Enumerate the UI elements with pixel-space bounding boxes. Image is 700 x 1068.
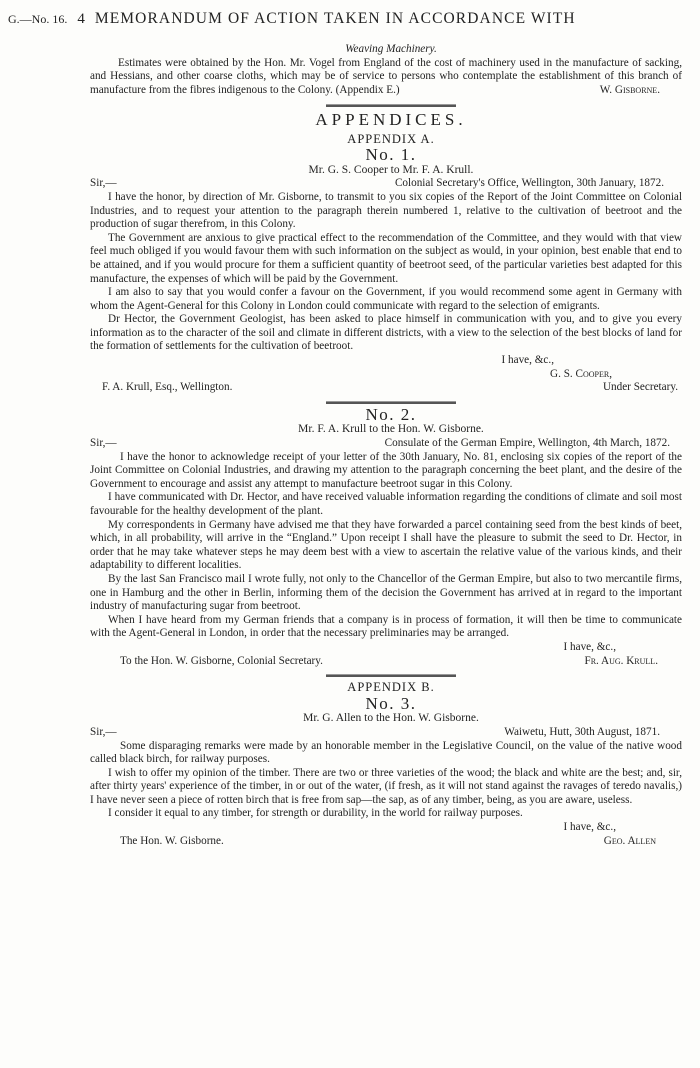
letter-3-paragraph: I wish to offer my opinion of the timber. There are two or three varieties of the wood; the black and white are the best; and, sir, after thirty years' experience of the timber, in or out of the water, (if fresh, as it will not stand against the ravages of teredo navalis,) I have never seen a piece of rotten birch that is free from sap—the sap, as of any timber, being, as you are aware, useless. xyxy=(90,766,682,806)
section-divider xyxy=(326,674,456,677)
letter-1-paragraph: Dr Hector, the Government Geologist, has been asked to place himself in communication with you, and to give you every information as to the character of the soil and climate in different districts, with a view to the selection of the best blocks of land for the formation of settlements for the cultivation of beetroot. xyxy=(90,313,682,353)
letter-2-signature-row xyxy=(100,655,682,669)
appendices-heading: APPENDICES. xyxy=(315,109,467,129)
appendix-a-label: APPENDIX A. xyxy=(347,131,435,146)
letter-2-paragraph: When I have heard from my German friends that a company is in process of formation, it will then be time to communicate with the Agent-General in London, in order that the necessary preliminaries may be arranged. xyxy=(90,613,682,640)
letter-3-paragraph: I consider it equal to any timber, for strength or durability, in the world for railway purposes. xyxy=(108,807,523,820)
letter-3-salutation-line xyxy=(90,726,682,740)
letter-1-body xyxy=(90,191,682,354)
letter-3-addressee: The Hon. W. Gisborne. xyxy=(120,834,224,847)
letter-1-signer-title: Under Secretary. xyxy=(602,381,678,394)
letter-2-place-date: Consulate of the German Empire, Wellington, 4th March, 1872. xyxy=(384,437,670,450)
letter-1-place-date: Colonial Secretary's Office, Wellington, 30th January, 1872. xyxy=(394,177,664,190)
letter-3-signature-row xyxy=(100,835,682,849)
letter-2-paragraph: I have communicated with Dr. Hector, and have received valuable information regarding the conditions of climate and soil most favourable for the healthy development of the plant. xyxy=(90,491,682,517)
letter-3-number: No. 3. xyxy=(365,693,417,713)
appendix-b-label: APPENDIX B. xyxy=(347,680,435,695)
letter-1-paragraph: I am also to say that you would confer a favour on the Government, if you would recommend some agent in Germany with whom the Agent-General for this Colony in London could communicate with regard to the selection of emigrants. xyxy=(90,286,682,312)
page-number: 4 xyxy=(77,11,85,27)
running-title: MEMORANDUM OF ACTION TAKEN IN ACCORDANCE WITH xyxy=(94,10,576,27)
weaving-signature: W. Gisborne. xyxy=(599,84,660,97)
letter-2-closing: I have, &c., xyxy=(563,640,616,653)
letter-1-paragraph: The Government are anxious to give practical effect to the recommendation of the Committee, and they would with that view feel much obliged if you would favour them with such information on the subject as would, in your opinion, best enable that end to be attained, and if you would procure for them a sufficient quantity of beetroot seed, of the particular varieties best adapted for this manufacture, the expenses of which will be paid by the Government. xyxy=(90,231,682,285)
letter-3-place-date: Waiwetu, Hutt, 30th August, 1871. xyxy=(504,725,660,738)
letter-2-salutation: Sir,— xyxy=(90,437,117,450)
letter-3-paragraph: Some disparaging remarks were made by an honorable member in the Legislative Council, on the value of the native wood called black birch, for railway purposes. xyxy=(90,739,682,766)
letter-2-number: No. 2. xyxy=(365,404,417,424)
weaving-heading: Weaving Machinery. xyxy=(345,43,437,55)
letter-1-signature-row xyxy=(100,381,682,395)
letter-2-paragraph: I have the honor to acknowledge receipt of your letter of the 30th January, No. 81, enclosing six copies of the report of the Joint Committee on Colonial Industries, and drawing my attention to the paragraph concerning the beet plant, and the desire of the Government to encourage and assist any attempt to manufacture beetroot sugar in this Colony. xyxy=(90,450,682,490)
letter-1-closing-block xyxy=(100,354,682,381)
letter-1-salutation: Sir,— xyxy=(90,177,117,190)
letter-3-signer-name: Geo. Allen xyxy=(603,834,656,847)
letter-1-number: No. 1. xyxy=(365,145,417,165)
letter-2-paragraph: My correspondents in Germany have advised me that they have forwarded a parcel containing seed from the best kinds of beet, which, in all probability, will arrive in the “England.” Upon receipt I shall have the pleasure to submit the seed to Dr. Hector, in order that he may take whatever steps he may deem best with a view to ascertain the relative value of the various kinds, and their adaptability to different localities. xyxy=(90,518,682,572)
letter-1-signer-name: G. S. Cooper, xyxy=(550,367,612,380)
letter-2-body xyxy=(90,451,682,641)
letter-1-from-to: Mr. G. S. Cooper to Mr. F. A. Krull. xyxy=(308,163,474,176)
weaving-paragraph: Estimates were obtained by the Hon. Mr. Vogel from England of the cost of machinery used in the manufacture of sacking, and Hessians, and other coarse cloths, which may be of service to persons who contemplate the establishment of this branch of manufacture from the fibres indigenous to the Colony. (Appendix E.) xyxy=(90,56,682,96)
running-header xyxy=(8,12,688,27)
letter-3-salutation: Sir,— xyxy=(90,725,117,738)
letter-1-closing: I have, &c., xyxy=(501,354,554,367)
letter-2-salutation-line xyxy=(90,437,682,451)
letter-2-addressee: To the Hon. W. Gisborne, Colonial Secretary. xyxy=(120,654,323,667)
letter-3-closing: I have, &c., xyxy=(563,821,616,834)
letter-2-from-to: Mr. F. A. Krull to the Hon. W. Gisborne. xyxy=(298,423,484,436)
section-divider xyxy=(326,401,456,404)
letter-2-signer-name: Fr. Aug. Krull. xyxy=(584,654,658,667)
letter-1-paragraph: I have the honor, by direction of Mr. Gisborne, to transmit to you six copies of the Report of the Joint Committee on Colonial Industries, and to request your attention to the paragraph therein numbered 1, relative to the cultivation of beetroot and the production of sugar therefrom, in this Colony. xyxy=(90,190,682,231)
letter-3-from-to: Mr. G. Allen to the Hon. W. Gisborne. xyxy=(303,712,479,725)
section-divider xyxy=(326,104,456,107)
letter-2-paragraph: By the last San Francisco mail I wrote fully, not only to the Chancellor of the German Empire, but also to two mercantile firms, one in Hamburg and the other in Berlin, informing them of the decision the Government has arrived at in regard to the important industry of manufacturing sugar from beetroot. xyxy=(90,572,682,613)
letter-1-addressee: F. A. Krull, Esq., Wellington. xyxy=(102,381,233,394)
document-reference: G.—No. 16. xyxy=(8,12,68,26)
page-content xyxy=(90,43,682,848)
letter-3-body xyxy=(90,740,682,822)
letter-1-salutation-line xyxy=(90,177,682,191)
